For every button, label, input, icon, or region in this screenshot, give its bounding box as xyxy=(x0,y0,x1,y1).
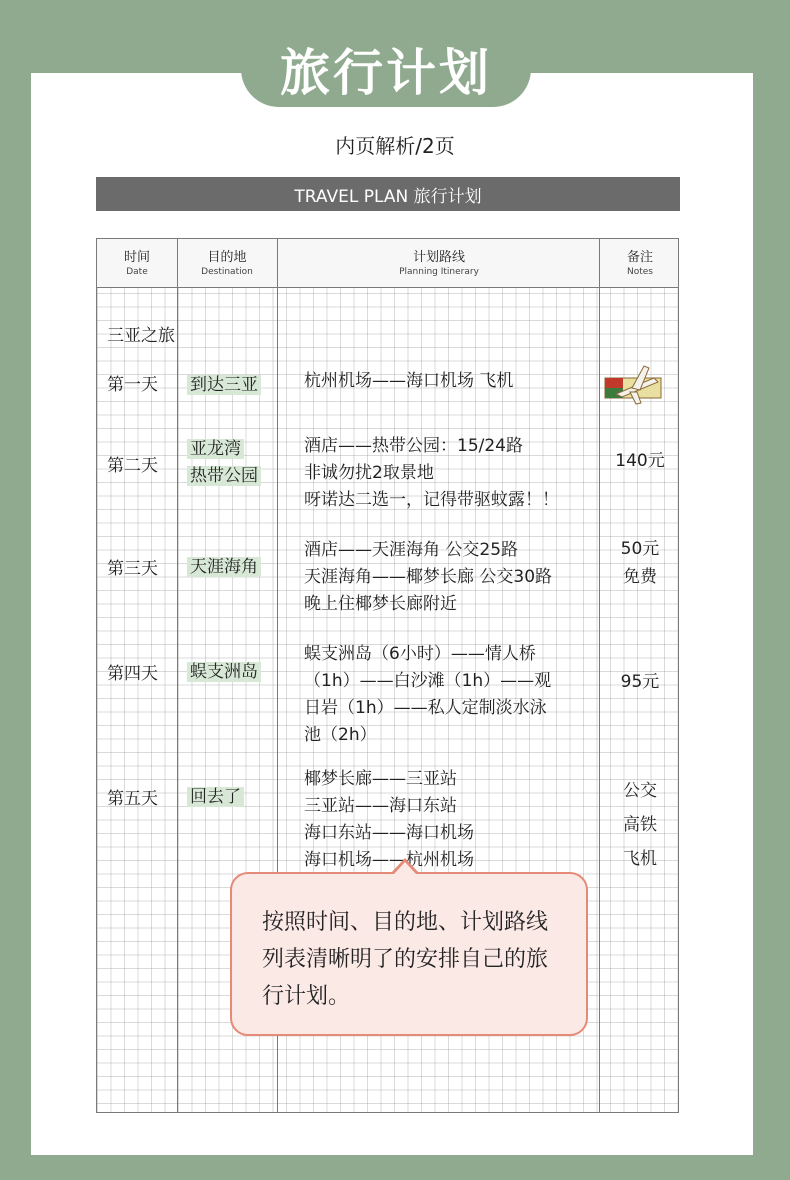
day-notes: 50元 免费 xyxy=(620,539,660,587)
callout-pointer-inner xyxy=(394,862,416,874)
day-label: 第二天 xyxy=(107,456,158,476)
day-destination: 到达三亚 xyxy=(187,370,261,395)
day-plan: 椰梦长廊——三亚站 三亚站——海口东站 海口东站——海口机场 海口机场——杭州机场 xyxy=(304,769,474,870)
column-header-itinerary: 计划路线 Planning Itinerary xyxy=(399,249,479,277)
day-notes: 95元 xyxy=(620,672,660,692)
day-plan: 酒店——热带公园：15/24路 非诚勿扰2取景地 呀诺达二选一，记得带驱蚊露！！ xyxy=(304,436,559,510)
day-label: 第四天 xyxy=(107,664,158,684)
airplane-sticker-icon xyxy=(604,364,664,406)
table-header xyxy=(97,239,678,288)
day-plan: 蜈支洲岛（6小时）——情人桥 （1h）——白沙滩（1h）——观 日岩（1h）——私人定制淡水泳 池（2h） xyxy=(304,644,552,745)
day-label: 第三天 xyxy=(107,559,158,579)
column-header-notes: 备注 Notes xyxy=(626,249,653,277)
day-notes: 公交 高铁 飞机 xyxy=(623,781,657,869)
day-label: 第五天 xyxy=(107,789,158,809)
page-subtitle: 内页解析/2页 xyxy=(335,134,455,158)
section-bar: TRAVEL PLAN 旅行计划 xyxy=(96,177,680,211)
day-destination: 亚龙湾 热带公园 xyxy=(187,436,261,490)
callout-text: 按照时间、目的地、计划路线列表清晰明了的安排自己的旅行计划。 xyxy=(262,910,549,1009)
day-destination: 蜈支洲岛 xyxy=(187,657,261,682)
day-label: 第一天 xyxy=(107,375,158,395)
callout-box xyxy=(230,872,588,1036)
day-destination: 天涯海角 xyxy=(187,552,261,577)
day-destination: 回去了 xyxy=(187,782,244,807)
day-plan: 酒店——天涯海角 公交25路 天涯海角——椰梦长廊 公交30路 晚上住椰梦长廊附近 xyxy=(304,540,553,614)
day-plan: 杭州机场——海口机场 飞机 xyxy=(304,371,514,391)
trip-title: 三亚之旅 xyxy=(107,326,175,346)
column-header-date: 时间 Date xyxy=(123,249,150,277)
column-divider xyxy=(177,239,178,1112)
column-header-destination: 目的地 Destination xyxy=(201,249,253,277)
day-notes: 140元 xyxy=(615,451,665,471)
page-title: 旅行计划 xyxy=(241,31,531,107)
